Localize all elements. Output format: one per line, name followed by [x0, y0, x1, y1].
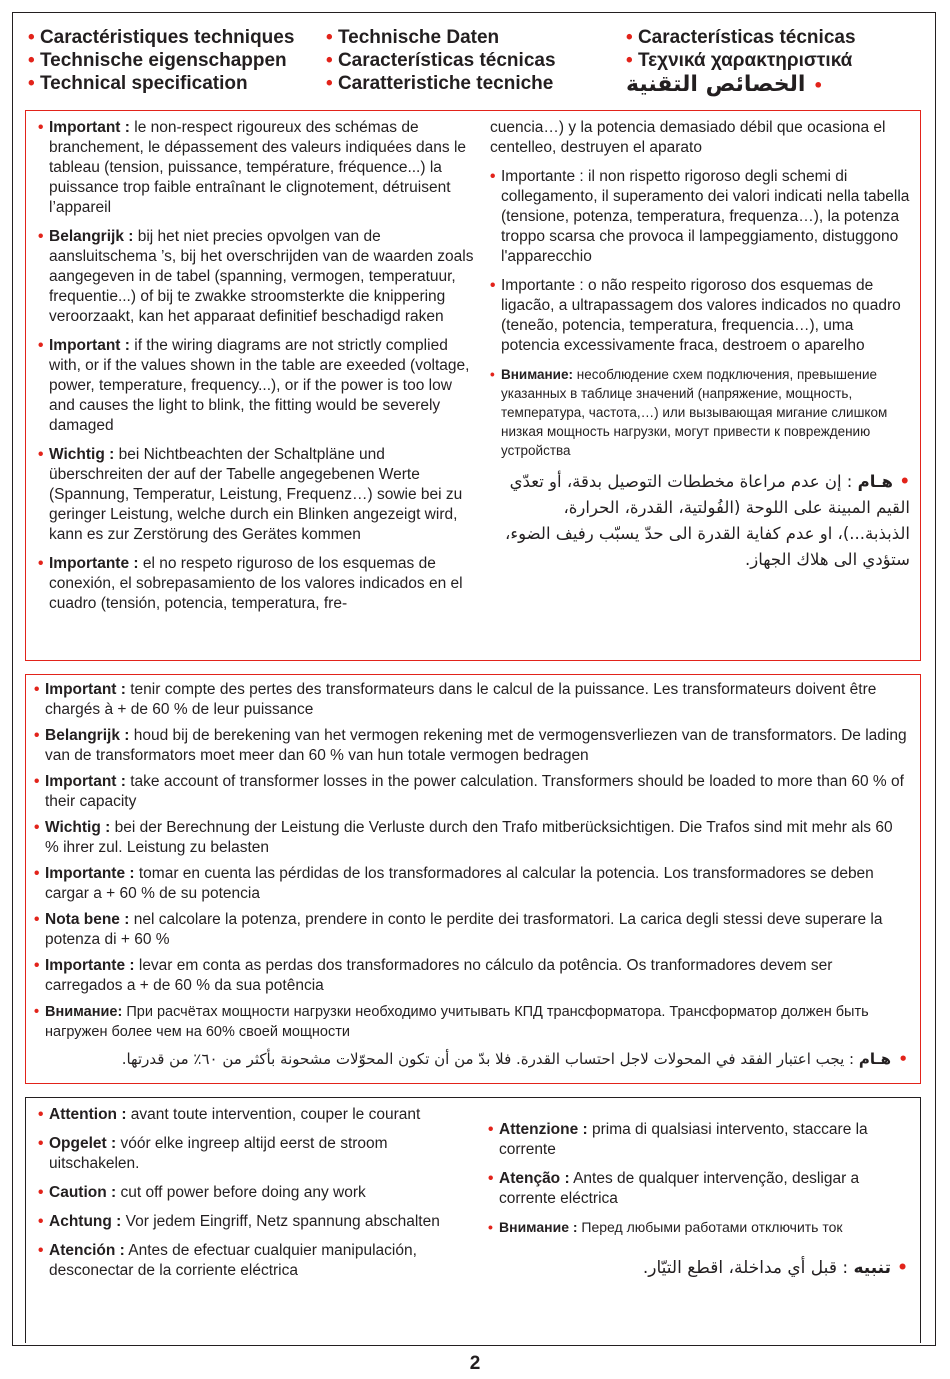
caution-text: Antes de qualquer intervenção, desligar a corrente eléctrica	[499, 1170, 860, 1207]
header-title	[626, 26, 856, 49]
bullet: •	[488, 1170, 494, 1187]
caution-item-ar	[488, 1255, 908, 1282]
bullet: •	[897, 1258, 908, 1278]
warning-item	[38, 554, 478, 614]
title-pt: Características técnicas	[637, 27, 856, 48]
bullet: •	[38, 1242, 44, 1259]
bullet: •	[38, 446, 44, 463]
note-text: nel calcolare la potenza, prendere in conto le perdite dei trasformatori. La carica degli stessi deve superare la potenza di + 60 %	[45, 911, 883, 948]
caution-label: Atención :	[49, 1242, 125, 1259]
note-label: Important :	[45, 773, 126, 790]
caution-text: prima di qualsiasi intervento, staccare la corrente	[499, 1121, 868, 1158]
warning-label: Important :	[49, 337, 130, 354]
header-title	[28, 26, 294, 49]
header-titles	[28, 26, 922, 96]
bullet: •	[34, 727, 40, 744]
bullet: •	[626, 50, 633, 71]
bullet: •	[490, 168, 496, 185]
note-label: Importante :	[45, 865, 135, 882]
caution-text: Перед любыми работами отключить ток	[577, 1219, 843, 1235]
caution-item	[38, 1212, 458, 1232]
note-text: tomar en cuenta las pérdidas de los transformadores al calcular la potencia. Los transformadores se deben cargar a + 60 % de su potencia	[45, 865, 874, 902]
warning-label: Belangrijk :	[49, 228, 134, 245]
note-item	[34, 818, 908, 858]
bullet: •	[490, 367, 495, 382]
note-text: take account of transformer losses in the power calculation. Transformers should be loaded to more than 60 % of their capacity	[45, 773, 904, 810]
note-text: tenir compte des pertes des transformateurs dans le calcul de la puissance. Les transformateurs doivent être chargés à + de 60 % de leur puissance	[45, 681, 877, 718]
header-title	[326, 72, 556, 95]
caution-label: Внимание :	[499, 1219, 578, 1235]
title-es: Características técnicas	[337, 50, 556, 71]
caution-item-ru	[488, 1218, 908, 1237]
title-ar: الخصائص التقنية	[626, 72, 806, 97]
header-column-2	[326, 26, 556, 95]
bullet: •	[899, 472, 910, 491]
note-label: Important :	[45, 681, 126, 698]
caution-column-right	[488, 1120, 908, 1291]
warning-label: Importante :	[49, 555, 139, 572]
warning-item	[490, 276, 910, 356]
warning-item-ru	[490, 365, 910, 460]
bullet: •	[28, 73, 35, 94]
warning-text: le non-respect rigoureux des schémas de branchement, le dépassement des valeurs indiquées dans le tableau (tension, puissance, température, fréquence...) la puissance trop faible entraînant le clignotement, détruisent l’appareil	[49, 119, 467, 216]
caution-text: avant toute intervention, couper le courant	[126, 1106, 421, 1123]
bullet: •	[28, 27, 35, 48]
caution-label: Opgelet :	[49, 1135, 117, 1152]
caution-label: تنبيه	[853, 1258, 891, 1278]
warning-text: : إن عدم مراعاة مخططات التوصيل بدقة، أو تعدّي القيم المبينة على اللوحة (الفُولتية، القدرة، الحرارة، الذبذبة...)، او عدم كفاية القدرة الى حدّ يسبّب رفيف الضوء، ستؤدي الى هلاك الجهاز.	[505, 472, 910, 569]
note-text: bei der Berechnung der Leistung die Verluste durch den Trafo mitberücksichtigen. Die Trafos sind mit mehr als 60 % ihrer zul. Leistung zu belasten	[45, 819, 893, 856]
bullet: •	[626, 27, 633, 48]
caution-item	[38, 1183, 458, 1203]
note-label: Nota bene :	[45, 911, 130, 928]
note-label: هـام	[858, 1050, 891, 1068]
bullet: •	[488, 1219, 493, 1235]
caution-label: Attenzione :	[499, 1121, 588, 1138]
page-number: 2	[469, 1353, 481, 1374]
bullet: •	[38, 1213, 44, 1230]
warning-text: Importante : il non rispetto rigoroso degli schemi di collegamento, il superamento dei valori indicati nella tabella (tensione, potenza, temperatura, frequenza…), la potenza troppo scarsa che provoca il lampeggiamento, distuggono l'apparecchio	[501, 168, 910, 265]
bullet: •	[326, 50, 333, 71]
note-item	[34, 726, 908, 766]
caution-item	[488, 1120, 908, 1160]
bullet: •	[38, 1184, 44, 1201]
header-title	[28, 72, 294, 95]
caution-item	[488, 1169, 908, 1209]
caution-label: Caution :	[49, 1184, 117, 1201]
title-it: Caratteristiche tecniche	[337, 73, 554, 94]
title-el: Τεχνικά χαρακτηριστικά	[637, 50, 853, 71]
warning-item	[38, 445, 478, 545]
caution-text: : قبل أي مداخلة، اقطع التيّار.	[642, 1258, 854, 1278]
note-label: Внимание:	[45, 1004, 123, 1020]
caution-text: Vor jedem Eingriff, Netz spannung abschalten	[121, 1213, 440, 1230]
warning-item	[38, 227, 478, 327]
warning-text: bij het niet precies opvolgen van de aansluitschema ’s, bij het overschrijden van de waarden zoals aangegeven in de tabel (spanning, vermogen, temperatuur, frequentie...) of bij te zwakke stroomsterkte die knippering veroorzaakt, kan het apparaat definitief beschadigd raken	[49, 228, 474, 325]
note-item	[34, 772, 908, 812]
caution-label: Atenção :	[499, 1170, 570, 1187]
caution-label: Achtung :	[49, 1213, 122, 1230]
bullet: •	[34, 1004, 40, 1020]
bullet: •	[38, 119, 44, 136]
note-item	[34, 680, 908, 720]
header-title	[326, 26, 556, 49]
note-item	[34, 956, 908, 996]
bullet: •	[38, 555, 44, 572]
warning-continuation: cuencia…) y la potencia demasiado débil que ocasiona el centelleo, destruyen el aparato	[490, 119, 886, 156]
header-title	[28, 49, 294, 72]
note-text: levar em conta as perdas dos transformadores no cálculo da potência. Os tranformadores devem ser carregados a + de 60 % da sua potência	[45, 957, 833, 994]
caution-item	[38, 1241, 458, 1281]
warning-label: هـام	[857, 472, 893, 491]
warning-item-ar	[490, 469, 910, 573]
title-de: Technische Daten	[337, 27, 500, 48]
bullet: •	[490, 277, 496, 294]
warning-label: Wichtig :	[49, 446, 115, 463]
bullet: •	[34, 819, 40, 836]
title-nl: Technische eigenschappen	[39, 50, 287, 71]
header-column-3	[626, 26, 856, 99]
caution-text: cut off power before doing any work	[116, 1184, 366, 1201]
note-label: Wichtig :	[45, 819, 111, 836]
warning-text: несоблюдение схем подключения, превышение указанных в таблице значений (напряжение, мощность, температура, частота,…) или вызывающая мигание слишком низкая мощность нагрузки, могут привести к повреждению устройства	[501, 367, 888, 458]
warning-text: el no respeto riguroso de los esquemas de conexión, el sobrepasamiento de los valores indicados en el cuadro (tensión, potencia, temperatura, fre-	[49, 555, 463, 612]
header-title	[626, 49, 856, 72]
caution-item	[38, 1105, 458, 1125]
note-item-ar	[34, 1048, 908, 1070]
bullet: •	[34, 865, 40, 882]
header-column-1	[28, 26, 294, 95]
caution-label: Attention :	[49, 1106, 127, 1123]
note-item	[34, 864, 908, 904]
caution-text: vóór elke ingreep altijd eerst de stroom uitschakelen.	[49, 1135, 388, 1172]
warning-column-left	[38, 118, 478, 623]
bullet: •	[38, 337, 44, 354]
bullet: •	[28, 50, 35, 71]
warning-text: if the wiring diagrams are not strictly complied with, or if the values shown in the table are exeeded (voltage, power, temperature, frequency...), or if the power is too low and causes the light to blink, the fitting would be severely damaged	[49, 337, 470, 434]
bullet: •	[34, 911, 40, 928]
caution-column-left	[38, 1105, 458, 1290]
warning-label: Important :	[49, 119, 130, 136]
title-en: Technical specification	[39, 73, 248, 94]
bullet: •	[898, 1050, 908, 1068]
bullet: •	[34, 957, 40, 974]
note-text: : يجب اعتبار الفقد في المحولات لاجل احتساب القدرة. فلا بدّ من أن تكون المحوّلات مشحونة بأكثر من ٦٠٪ من قدرتها.	[121, 1050, 859, 1068]
warning-column-right	[490, 118, 910, 582]
bullet: •	[38, 228, 44, 245]
warning-item	[38, 118, 478, 218]
warning-text: Importante : o não respeito rigoroso dos esquemas de ligacão, a ultrapassagem dos valores indicados no quadro (teneão, potencia, temperatura, frequencia…), uma potencia excessivamente fraca, destroem o aparelho	[501, 277, 901, 354]
caution-box-power	[25, 1097, 921, 1343]
header-title	[626, 72, 841, 99]
warning-box-wiring	[25, 110, 921, 661]
note-text: При расчётах мощности нагрузки необходимо учитывать КПД трансформатора. Трансформатор должен быть нагружен более чем на 60% своей мощности	[45, 1004, 869, 1040]
transformer-notes	[34, 680, 908, 1076]
warning-item	[490, 167, 910, 267]
bullet: •	[488, 1121, 494, 1138]
header-title	[326, 49, 556, 72]
note-item-ru	[34, 1002, 908, 1042]
bullet: •	[34, 773, 40, 790]
bullet: •	[813, 76, 824, 95]
title-fr: Caractéristiques techniques	[39, 27, 295, 48]
note-item	[34, 910, 908, 950]
bullet: •	[326, 27, 333, 48]
warning-box-transformers	[25, 674, 921, 1084]
bullet: •	[326, 73, 333, 94]
note-label: Belangrijk :	[45, 727, 130, 744]
bullet: •	[38, 1135, 44, 1152]
warning-item	[38, 336, 478, 436]
warning-label: Внимание:	[501, 367, 573, 382]
warning-text: bei Nichtbeachten der Schaltpläne und überschreiten der auf der Tabelle angegebenen Werte (Spannung, Temperatur, Leistung, Frequenz…) sowie bei zu geringer Leistung, welche durch ein Blinken angezeigt wird, kann es zur Zerstörung des Gerätes kommen	[49, 446, 463, 543]
caution-text: Antes de efectuar cualquier manipulación, desconectar de la corriente eléctrica	[49, 1242, 417, 1279]
note-label: Importante :	[45, 957, 135, 974]
bullet: •	[34, 681, 40, 698]
caution-item	[38, 1134, 458, 1174]
bullet: •	[38, 1106, 44, 1123]
note-text: houd bij de berekening van het vermogen rekening met de vermogensverliezen van de transformators. De lading van de transformators moet meer dan 60 % van hun totale vermogen bedragen	[45, 727, 907, 764]
